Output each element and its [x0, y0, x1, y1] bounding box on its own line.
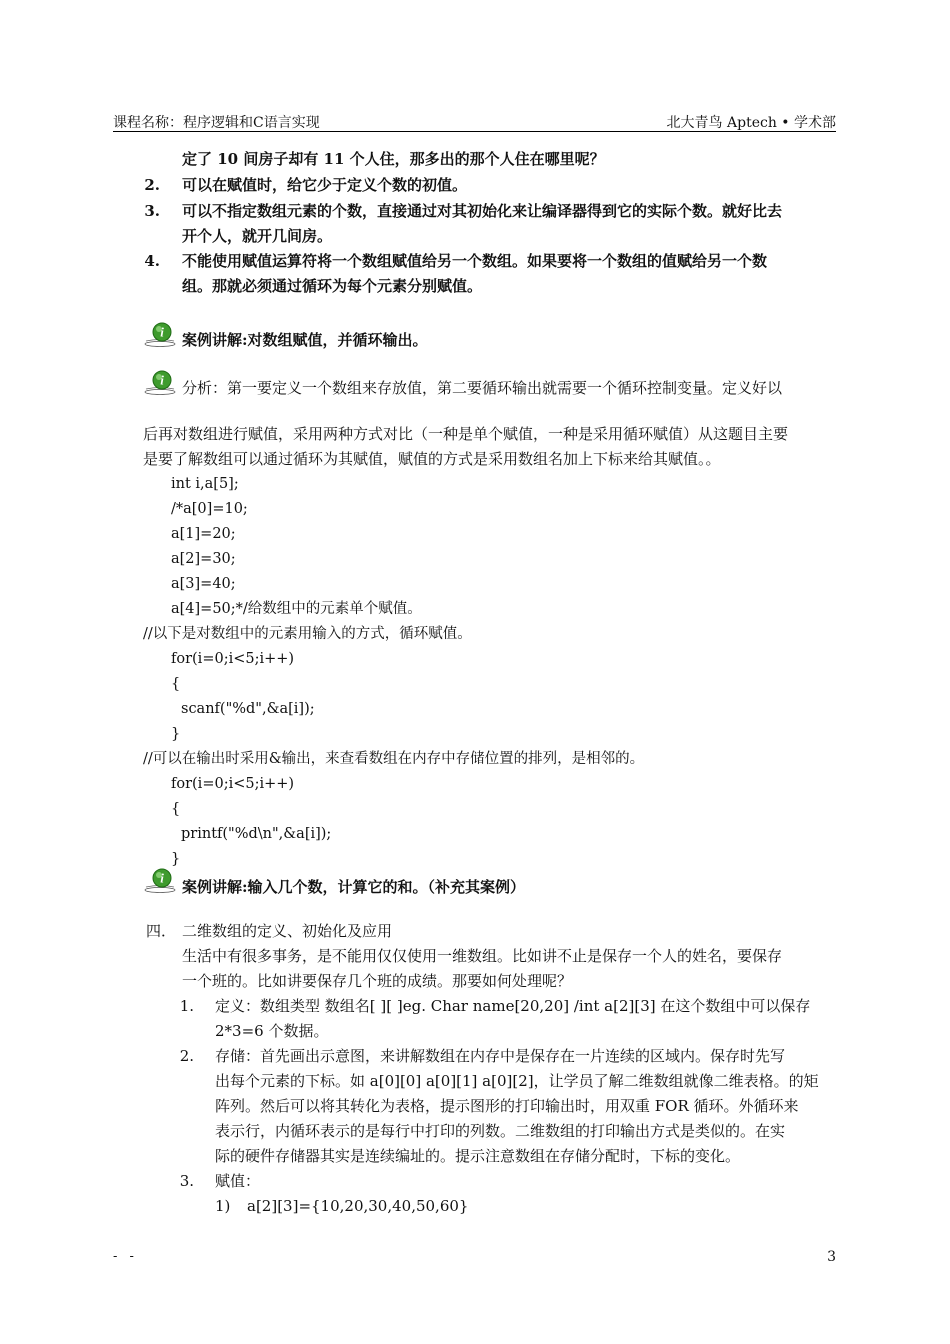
info-icon	[143, 370, 177, 396]
case-title: 案例讲解:输入几个数，计算它的和。（补充其案例）	[182, 878, 526, 896]
subitem-number: 1)	[215, 1197, 231, 1215]
code-line: /*a[0]=10;	[171, 501, 248, 517]
rule-text: 组。那就必须通过循环为每个元素分别赋值。	[182, 277, 483, 295]
page-number: 3	[827, 1249, 836, 1265]
rule-text: 开个人，就开几间房。	[182, 227, 333, 245]
item-number: 2.	[179, 1047, 194, 1065]
code-line: a[3]=40;	[171, 576, 236, 592]
code-line: for(i=0;i<5;i++)	[171, 776, 295, 792]
section-number: 四．	[146, 922, 177, 940]
analysis-text: 后再对数组进行赋值，采用两种方式对比（一种是单个赋值，一种是采用循环赋值）从这题目主要	[143, 425, 789, 443]
svg-text:i: i	[160, 324, 164, 340]
rule-number: 2.	[144, 176, 160, 194]
item-number: 1.	[179, 997, 194, 1015]
analysis-text: 是要了解数组可以通过循环为其赋值，赋值的方式是采用数组名加上下标来给其赋值。。	[143, 450, 721, 468]
section-intro: 生活中有很多事务，是不能用仅仅使用一维数组。比如讲不止是保存一个人的姓名，要保存	[182, 947, 783, 965]
code-comment: //可以在输出时采用&输出，来查看数组在内存中存储位置的排列，是相邻的。	[143, 751, 645, 767]
svg-text:i: i	[160, 372, 164, 388]
code-line: printf("%d\n",&a[i]);	[181, 826, 332, 842]
rule-text: 可以不指定数组元素的个数，直接通过对其初始化来让编译器得到它的实际个数。就好比去	[182, 202, 783, 220]
code-line: {	[171, 801, 181, 817]
subitem-text: a[2][3]={10,20,30,40,50,60}	[247, 1197, 469, 1215]
course-name: 课程名称：程序逻辑和C语言实现	[113, 115, 320, 131]
case-title: 案例讲解:对数组赋值，并循环输出。	[182, 331, 428, 349]
item-text: 出每个元素的下标。如 a[0][0] a[0][1] a[0][2]，让学员了解二维数组就像二维表格。的矩	[215, 1072, 819, 1090]
code-line: }	[171, 851, 181, 867]
item-text: 际的硬件存储器其实是连续编址的。提示注意数组在存储分配时，下标的变化。	[215, 1147, 741, 1165]
rule-text: 可以在赋值时，给它少于定义个数的初值。	[182, 176, 468, 194]
code-line: scanf("%d",&a[i]);	[181, 701, 315, 717]
item-text: 定义：数组类型 数组名[ ][ ]eg. Char name[20,20] /int a[2][3] 在这个数组中可以保存	[215, 997, 811, 1015]
rule-number: 4.	[144, 252, 160, 270]
section-intro: 一个班的。比如讲要保存几个班的成绩。那要如何处理呢？	[182, 972, 573, 990]
item-text: 赋值：	[215, 1172, 261, 1190]
code-line: int i,a[5];	[171, 476, 239, 492]
rule-continuation: 定了 10 间房子却有 11 个人住，那多出的那个人住在哪里呢？	[182, 150, 605, 168]
footer-mark: - -	[113, 1249, 138, 1264]
section-title: 二维数组的定义、初始化及应用	[182, 922, 393, 940]
header-divider	[113, 131, 836, 132]
item-text: 存储：首先画出示意图，来讲解数组在内存中是保存在一片连续的区域内。保存时先写	[215, 1047, 786, 1065]
info-icon	[143, 868, 177, 894]
analysis-text: 分析：第一要定义一个数组来存放值，第二要循环输出就需要一个循环控制变量。定义好以	[182, 379, 783, 397]
item-text: 表示行，内循环表示的是每行中打印的列数。二维数组的打印输出方式是类似的。在实	[215, 1122, 786, 1140]
item-text: 阵列。然后可以将其转化为表格，提示图形的打印输出时，用双重 FOR 循环。外循环来	[215, 1097, 799, 1115]
organization: 北大青鸟 Aptech • 学术部	[666, 115, 836, 131]
rule-number: 3.	[144, 202, 160, 220]
item-text: 2*3=6 个数据。	[215, 1022, 329, 1040]
code-line: }	[171, 726, 181, 742]
code-line: a[2]=30;	[171, 551, 236, 567]
svg-text:i: i	[160, 870, 164, 886]
code-line: a[4]=50;*/给数组中的元素单个赋值。	[171, 601, 422, 617]
code-line: a[1]=20;	[171, 526, 236, 542]
code-line: for(i=0;i<5;i++)	[171, 651, 295, 667]
code-comment: //以下是对数组中的元素用输入的方式，循环赋值。	[143, 626, 472, 642]
item-number: 3.	[179, 1172, 194, 1190]
code-line: {	[171, 676, 181, 692]
rule-text: 不能使用赋值运算符将一个数组赋值给另一个数组。如果要将一个数组的值赋给另一个数	[182, 252, 768, 270]
info-icon	[143, 322, 177, 348]
